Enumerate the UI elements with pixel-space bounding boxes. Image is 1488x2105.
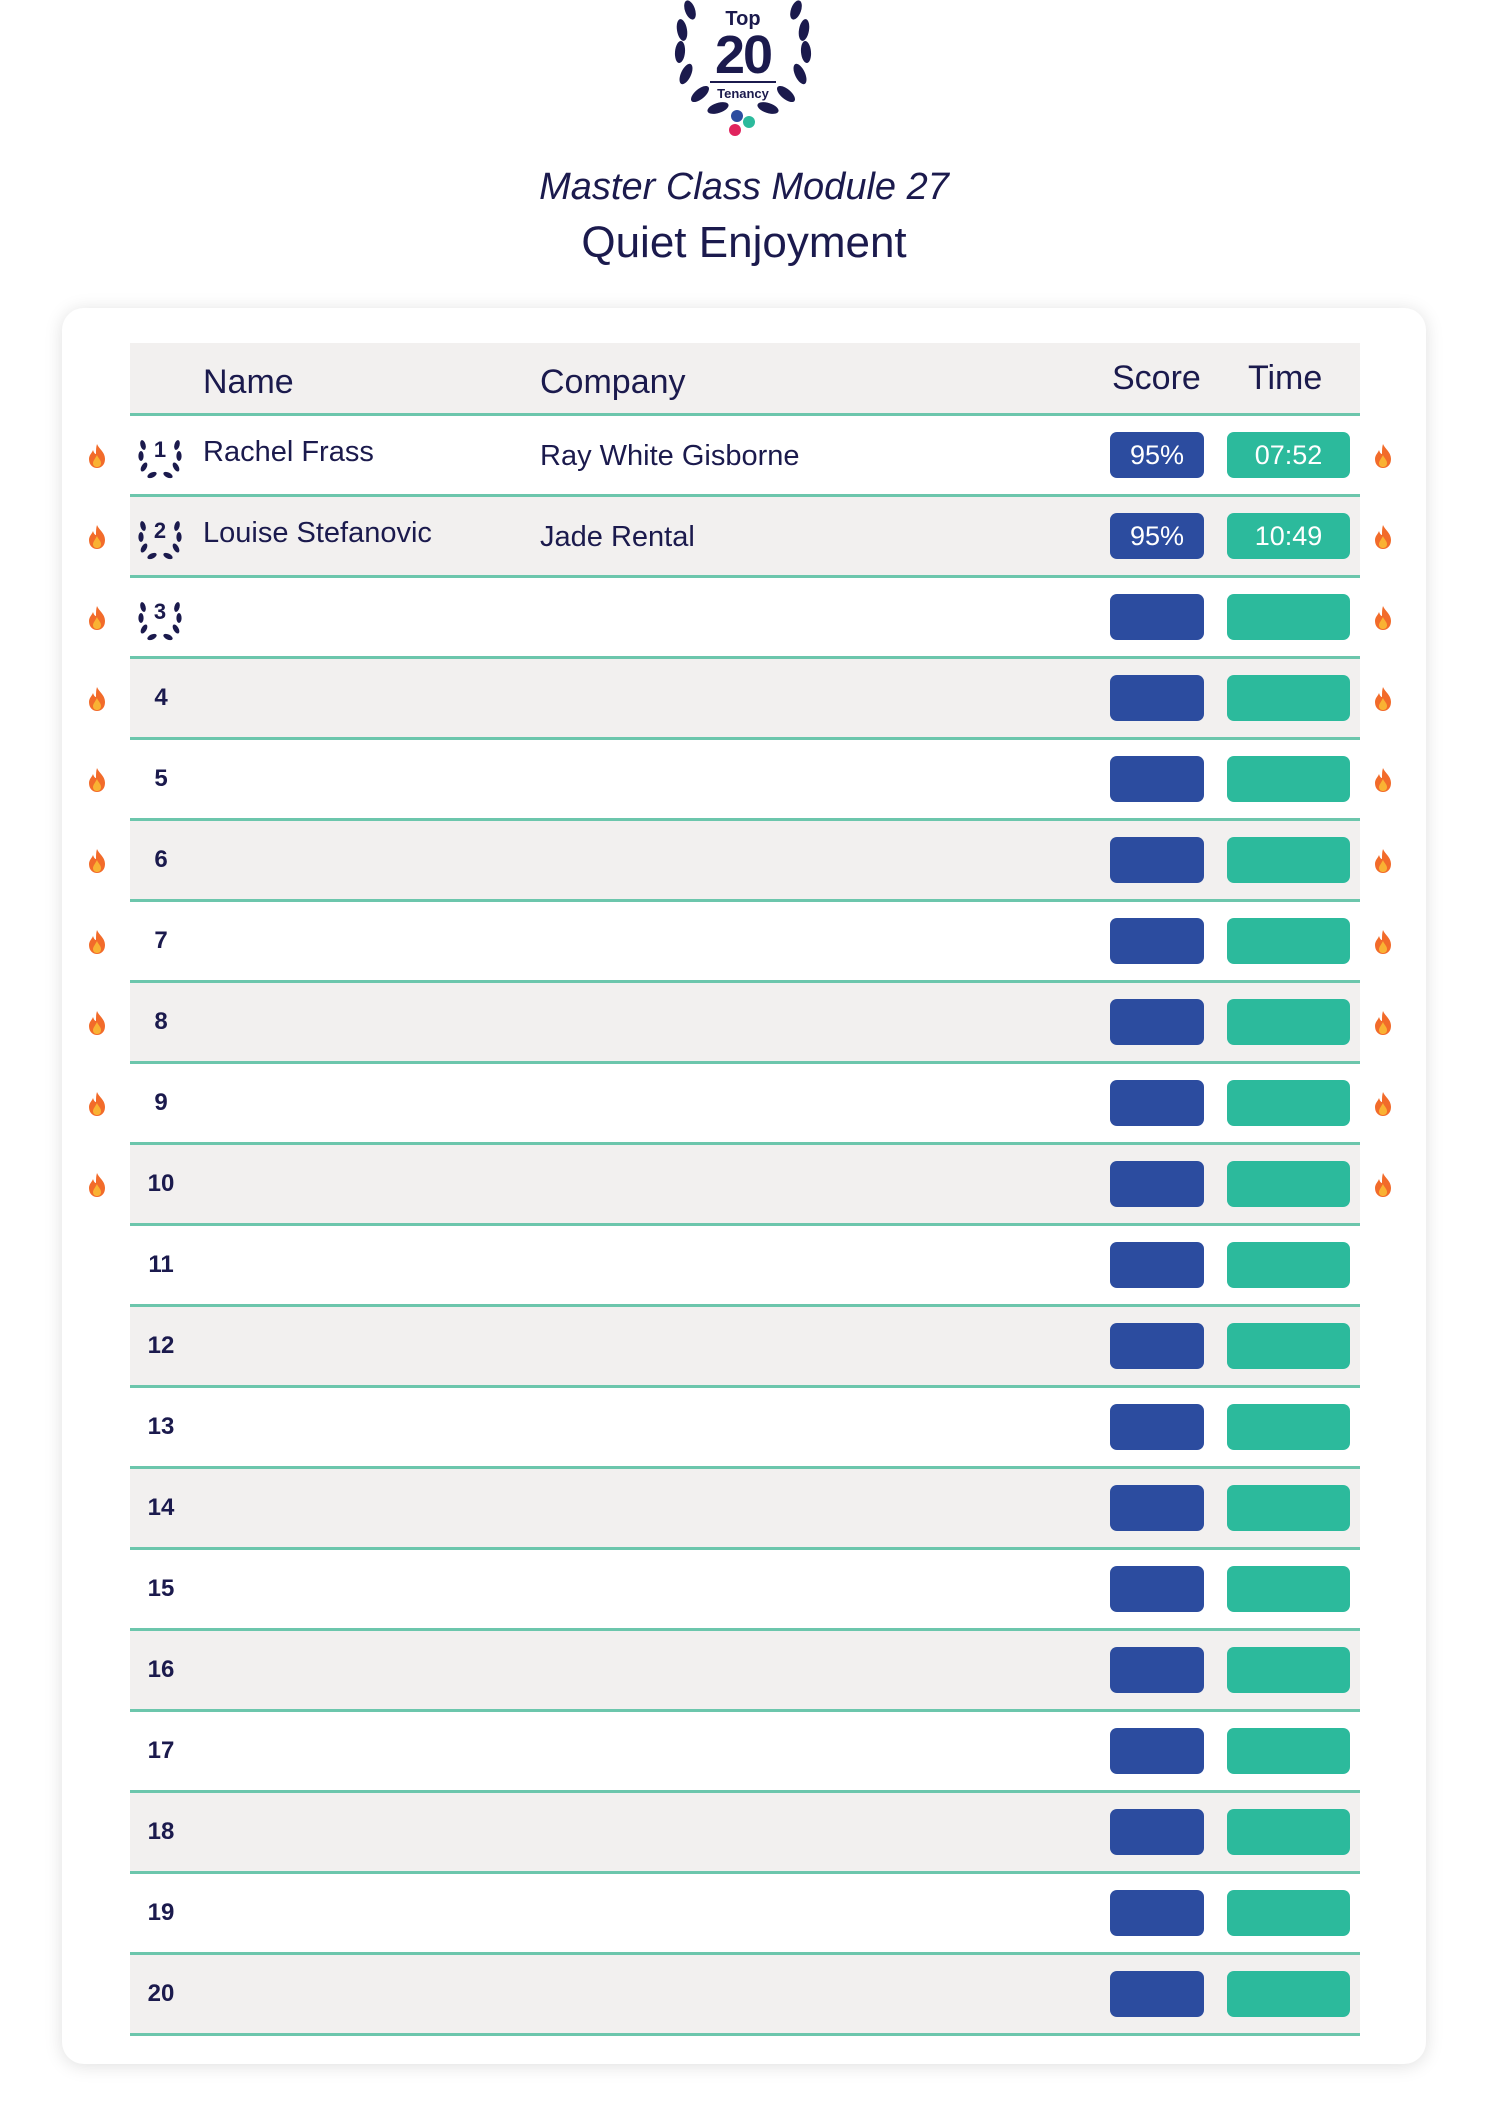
table-row	[130, 1550, 1360, 1631]
header-company: Company	[540, 363, 686, 401]
flame-icon	[86, 1172, 108, 1198]
table-row	[130, 821, 1360, 902]
table-row	[130, 416, 1360, 497]
score-badge	[1110, 1080, 1204, 1126]
time-badge	[1227, 1647, 1350, 1693]
score-badge	[1110, 756, 1204, 802]
rank-number: 18	[147, 1818, 175, 1845]
score-badge	[1110, 1404, 1204, 1450]
score-badge	[1110, 594, 1204, 640]
row-company: Ray White Gisborne	[540, 440, 800, 472]
header-score: Score	[1112, 359, 1201, 397]
score-badge	[1110, 1890, 1204, 1936]
table-row	[130, 497, 1360, 578]
flame-icon	[1372, 605, 1394, 631]
flame-icon	[86, 1010, 108, 1036]
time-badge	[1227, 675, 1350, 721]
score-badge	[1110, 1161, 1204, 1207]
score-badge	[1110, 1323, 1204, 1369]
table-body	[130, 416, 1360, 2036]
rank-number: 1	[153, 437, 167, 462]
logo-dot-green	[743, 116, 755, 128]
rank-badge	[130, 497, 192, 575]
table-row	[130, 1064, 1360, 1145]
table-row	[130, 1145, 1360, 1226]
time-badge: 10:49	[1227, 513, 1350, 559]
time-badge	[1227, 594, 1350, 640]
rank-badge	[130, 416, 192, 494]
rank-number: 4	[154, 684, 168, 711]
table-row	[130, 1793, 1360, 1874]
flame-icon	[1372, 443, 1394, 469]
rank-number: 15	[147, 1575, 175, 1602]
top20-tenancy-logo	[660, 0, 826, 142]
flame-icon	[86, 767, 108, 793]
time-badge	[1227, 1971, 1350, 2017]
score-badge: 95%	[1110, 432, 1204, 478]
rank-number: 13	[147, 1413, 175, 1440]
time-badge	[1227, 1890, 1350, 1936]
rank-number: 11	[148, 1251, 174, 1278]
rank-number: 2	[153, 518, 167, 543]
flame-icon	[1372, 1091, 1394, 1117]
score-badge	[1110, 675, 1204, 721]
score-badge	[1110, 1485, 1204, 1531]
rank-number: 5	[154, 765, 168, 792]
score-badge: 95%	[1110, 513, 1204, 559]
score-badge	[1110, 999, 1204, 1045]
header-name: Name	[203, 363, 294, 401]
table-row	[130, 1307, 1360, 1388]
score-badge	[1110, 918, 1204, 964]
table-row	[130, 1226, 1360, 1307]
logo-sub-label: Tenancy	[717, 86, 769, 101]
flame-icon	[1372, 1172, 1394, 1198]
flame-icon	[1372, 686, 1394, 712]
time-badge: 07:52	[1227, 432, 1350, 478]
logo-dot-pink	[729, 124, 741, 136]
table-row	[130, 1874, 1360, 1955]
time-badge	[1227, 1404, 1350, 1450]
score-badge	[1110, 1971, 1204, 2017]
flame-icon	[86, 686, 108, 712]
rank-number: 17	[147, 1737, 175, 1764]
time-badge	[1227, 1566, 1350, 1612]
table-row	[130, 1388, 1360, 1469]
table-row	[130, 1469, 1360, 1550]
module-title: Master Class Module 27	[539, 166, 949, 208]
row-name: Rachel Frass	[203, 436, 374, 468]
flame-icon	[1372, 767, 1394, 793]
table-row	[130, 1631, 1360, 1712]
time-badge	[1227, 918, 1350, 964]
time-badge	[1227, 837, 1350, 883]
table-row	[130, 983, 1360, 1064]
rank-badge	[130, 578, 192, 656]
flame-icon	[86, 524, 108, 550]
leaderboard-table	[130, 343, 1360, 2036]
header-time: Time	[1248, 359, 1323, 397]
rank-number: 20	[147, 1980, 175, 2007]
flame-icon	[1372, 929, 1394, 955]
time-badge	[1227, 756, 1350, 802]
time-badge	[1227, 1728, 1350, 1774]
flame-icon	[86, 1091, 108, 1117]
score-badge	[1110, 1242, 1204, 1288]
score-badge	[1110, 1566, 1204, 1612]
score-badge	[1110, 837, 1204, 883]
table-row	[130, 659, 1360, 740]
rank-number: 10	[147, 1170, 175, 1197]
score-badge	[1110, 1809, 1204, 1855]
time-badge	[1227, 1161, 1350, 1207]
flame-icon	[86, 605, 108, 631]
logo-top-label: Top	[725, 8, 761, 30]
flame-icon	[1372, 848, 1394, 874]
rank-number: 19	[147, 1899, 175, 1926]
flame-icon	[86, 929, 108, 955]
page-title: Quiet Enjoyment	[581, 218, 907, 267]
rank-number: 3	[153, 599, 167, 624]
flame-icon	[1372, 524, 1394, 550]
table-row	[130, 578, 1360, 659]
flame-icon	[86, 443, 108, 469]
rank-number: 8	[154, 1008, 168, 1035]
rank-number: 14	[147, 1494, 175, 1521]
time-badge	[1227, 999, 1350, 1045]
rank-number: 7	[154, 927, 168, 954]
rank-number: 16	[147, 1656, 175, 1683]
rank-number: 9	[154, 1089, 168, 1116]
table-row	[130, 740, 1360, 821]
logo-number: 20	[714, 25, 772, 85]
table-row	[130, 1712, 1360, 1793]
table-header	[130, 343, 1360, 416]
row-name: Louise Stefanovic	[203, 517, 432, 549]
rank-number: 6	[154, 846, 168, 873]
time-badge	[1227, 1323, 1350, 1369]
flame-icon	[1372, 1010, 1394, 1036]
time-badge	[1227, 1809, 1350, 1855]
table-row	[130, 902, 1360, 983]
logo-dot-blue	[731, 110, 743, 122]
flame-icon	[86, 848, 108, 874]
time-badge	[1227, 1485, 1350, 1531]
row-company: Jade Rental	[540, 521, 695, 553]
score-badge	[1110, 1647, 1204, 1693]
time-badge	[1227, 1080, 1350, 1126]
rank-number: 12	[147, 1332, 175, 1359]
time-badge	[1227, 1242, 1350, 1288]
score-badge	[1110, 1728, 1204, 1774]
table-row	[130, 1955, 1360, 2036]
